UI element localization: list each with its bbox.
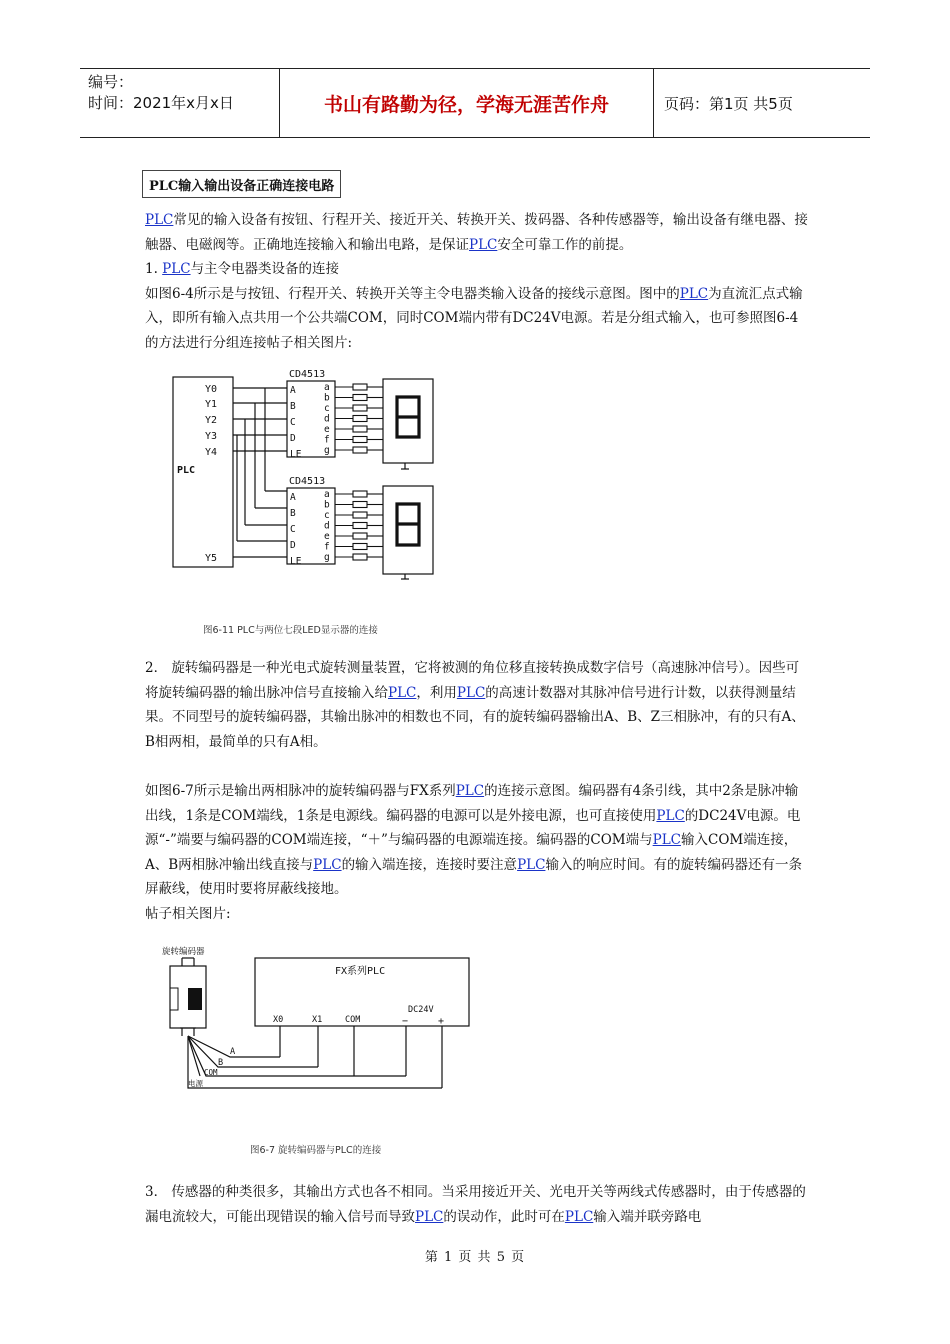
plc-link[interactable]: PLC	[469, 236, 498, 253]
chip2-output-b: b	[324, 499, 330, 511]
figure2-caption: 图6-7 旋转编码器与PLC的连接	[250, 1145, 382, 1156]
terminal-x0-label: X0	[273, 1015, 284, 1025]
encoder-plc-wiring-diagram	[160, 942, 480, 1092]
section-title: PLC输入输出设备正确连接电路	[142, 170, 341, 198]
segment-resistor	[353, 395, 367, 401]
chip2-output-e: e	[324, 531, 330, 542]
segment-resistor	[353, 447, 367, 453]
header-info-cell	[80, 69, 280, 137]
figure1-caption: 图6-11 PLC与两位七段LED显示器的连接	[203, 625, 378, 636]
paragraph-3: 如图6-4所示是与按钮、行程开关、转换开关等主令电器类输入设备的接线示意图。图中的PLC为直流汇点式输入，即所有输入点共用一个公共端COM，同时COM端内带有DC24V电源。若是分组式输入，也可参照图6-4的方法进行分组连接帖子相关图片:	[145, 285, 803, 351]
chip2-input-a: A	[290, 492, 296, 503]
plc-led-wiring-diagram	[165, 365, 455, 580]
chip2-output-f: f	[324, 541, 330, 553]
chip1-output-e: e	[324, 424, 330, 435]
chip2-output-a: a	[324, 489, 330, 500]
paragraph-4: 2． 旋转编码器是一种光电式旋转测量装置，它将被测的角位移直接转换成数字信号（高速脉冲信号）。因些可将旋转编码器的输出脉冲信号直接输入给PLC，利用PLC的高速计数器对其脉冲信号进行计数，以获得测量结果。不同型号的旋转编码器，其输出脉冲的相数也不同，有的旋转编码器输出A、B、Z三相脉冲，有的只有A、B相两相，最简单的只有A相。	[145, 660, 805, 750]
encoder-paragraphs	[145, 656, 810, 927]
chip2-output-g: g	[324, 552, 330, 563]
plc-link[interactable]: PLC	[656, 807, 685, 824]
minus-terminal-label: −	[402, 1016, 409, 1027]
plc-link[interactable]: PLC	[145, 212, 174, 228]
header-page-number: 页码：第1页 共5页	[664, 94, 793, 113]
header-motto: 书山有路勤为径，学海无涯苦作舟	[280, 69, 654, 137]
segment-resistor	[353, 512, 367, 518]
serial-number-label: 编号：	[88, 73, 134, 91]
segment-resistor	[353, 416, 367, 422]
plc-link[interactable]: PLC	[456, 684, 486, 701]
paragraph-5: 如图6-7所示是输出两相脉冲的旋转编码器与FX系列PLC的连接示意图。编码器有4条引线，其中2条是脉冲输出线，1条是COM端线，1条是电源线。编码器的电源可以是外接电源，也可直接使用PLC的DC24V电源。电源“-”端要与编码器的COM端连接，“＋”与编码器的电源端连接。编码器的COM端与PLC输入COM端连接，A、B两相脉冲输出线直接与PLC的输入端连接，连接时要注意PLC输入的响应时间。有的旋转编码器还有一条屏蔽线，使用时要将屏蔽线接地。	[145, 782, 802, 898]
plc-block-label: PLC	[177, 465, 196, 476]
sensor-paragraph	[145, 1180, 810, 1229]
terminal-x1-label: X1	[312, 1015, 323, 1025]
chip1-input-a: A	[290, 385, 296, 396]
dc24v-label: DC24V	[408, 1005, 434, 1015]
output-y1-label: Y1	[205, 399, 218, 410]
paragraph-1: PLC常见的输入设备有按钮、行程开关、接近开关、转换开关、拨码器、各种传感器等，输出设备有继电器、接触器、电磁阀等。正确地连接输入和输出电路，是保证PLC安全可靠工作的前提。	[145, 212, 808, 253]
chip1-input-b: B	[290, 401, 296, 412]
output-y5-label: Y5	[205, 553, 218, 564]
plc-link[interactable]: PLC	[679, 285, 709, 302]
segment-resistor	[353, 384, 367, 390]
chip1-input-le: LE	[290, 449, 302, 460]
segment-resistor	[353, 533, 367, 539]
plc-link[interactable]: PLC	[388, 684, 417, 701]
paragraph-6: 帖子相关图片:	[145, 905, 231, 922]
paragraph-2: 1. PLC与主令电器类设备的连接	[145, 261, 340, 278]
chip1-label: CD4513	[289, 369, 326, 380]
chip1-output-f: f	[324, 434, 330, 446]
chip2-input-b: B	[290, 508, 296, 519]
plc-link[interactable]: PLC	[415, 1208, 444, 1225]
wire-com-label: COM	[204, 1068, 218, 1077]
chip2-input-c: C	[290, 524, 296, 535]
fx-plc-label: FX系列PLC	[335, 966, 386, 977]
chip1-output-g: g	[324, 445, 330, 456]
chip2-output-d: d	[324, 520, 330, 532]
chip1-input-c: C	[290, 417, 296, 428]
chip1-output-c: c	[324, 403, 330, 414]
segment-resistor	[353, 437, 367, 443]
output-y4-label: Y4	[205, 447, 218, 458]
chip2-label: CD4513	[289, 476, 326, 487]
chip2-input-le: LE	[290, 556, 302, 567]
plc-link[interactable]: PLC	[564, 1208, 594, 1225]
segment-resistor	[353, 426, 367, 432]
segment-resistor	[353, 544, 367, 550]
chip1-input-d: D	[290, 433, 296, 444]
segment-resistor	[353, 405, 367, 411]
segment-resistor	[353, 554, 367, 560]
chip2-output-c: c	[324, 510, 330, 521]
page-footer: 第 1 页 共 5 页	[424, 1250, 526, 1265]
wire-a-label: A	[230, 1047, 236, 1057]
chip1-output-d: d	[324, 413, 330, 425]
wire-b-label: B	[218, 1058, 224, 1068]
output-y0-label: Y0	[205, 384, 218, 395]
date-label: 时间：2021年x月x日	[88, 94, 234, 112]
plc-link[interactable]: PLC	[652, 832, 681, 849]
plc-link[interactable]: PLC	[313, 856, 342, 873]
segment-resistor	[353, 502, 367, 508]
plc-link[interactable]: PLC	[517, 856, 546, 873]
output-y2-label: Y2	[205, 415, 218, 426]
output-y3-label: Y3	[205, 431, 218, 442]
chip1-output-b: b	[324, 392, 330, 404]
segment-resistor	[353, 523, 367, 529]
chip2-input-d: D	[290, 540, 296, 551]
page-header	[80, 68, 870, 138]
terminal-com-label: COM	[345, 1015, 361, 1025]
chip1-output-a: a	[324, 382, 330, 393]
plus-terminal-label: +	[438, 1016, 445, 1027]
wire-power-label: 电源	[188, 1079, 203, 1088]
paragraph-7: 3． 传感器的种类很多，其输出方式也各不相同。当采用接近开关、光电开关等两线式传感器时，由于传感器的漏电流较大，可能出现错误的输入信号而导致PLC的误动作，此时可在PLC输入端并联旁路电	[145, 1184, 806, 1225]
plc-link[interactable]: PLC	[455, 782, 485, 799]
segment-resistor	[353, 491, 367, 497]
encoder-label: 旋转编码器	[162, 947, 205, 957]
plc-link[interactable]: PLC	[162, 261, 191, 278]
intro-paragraphs	[145, 208, 810, 356]
